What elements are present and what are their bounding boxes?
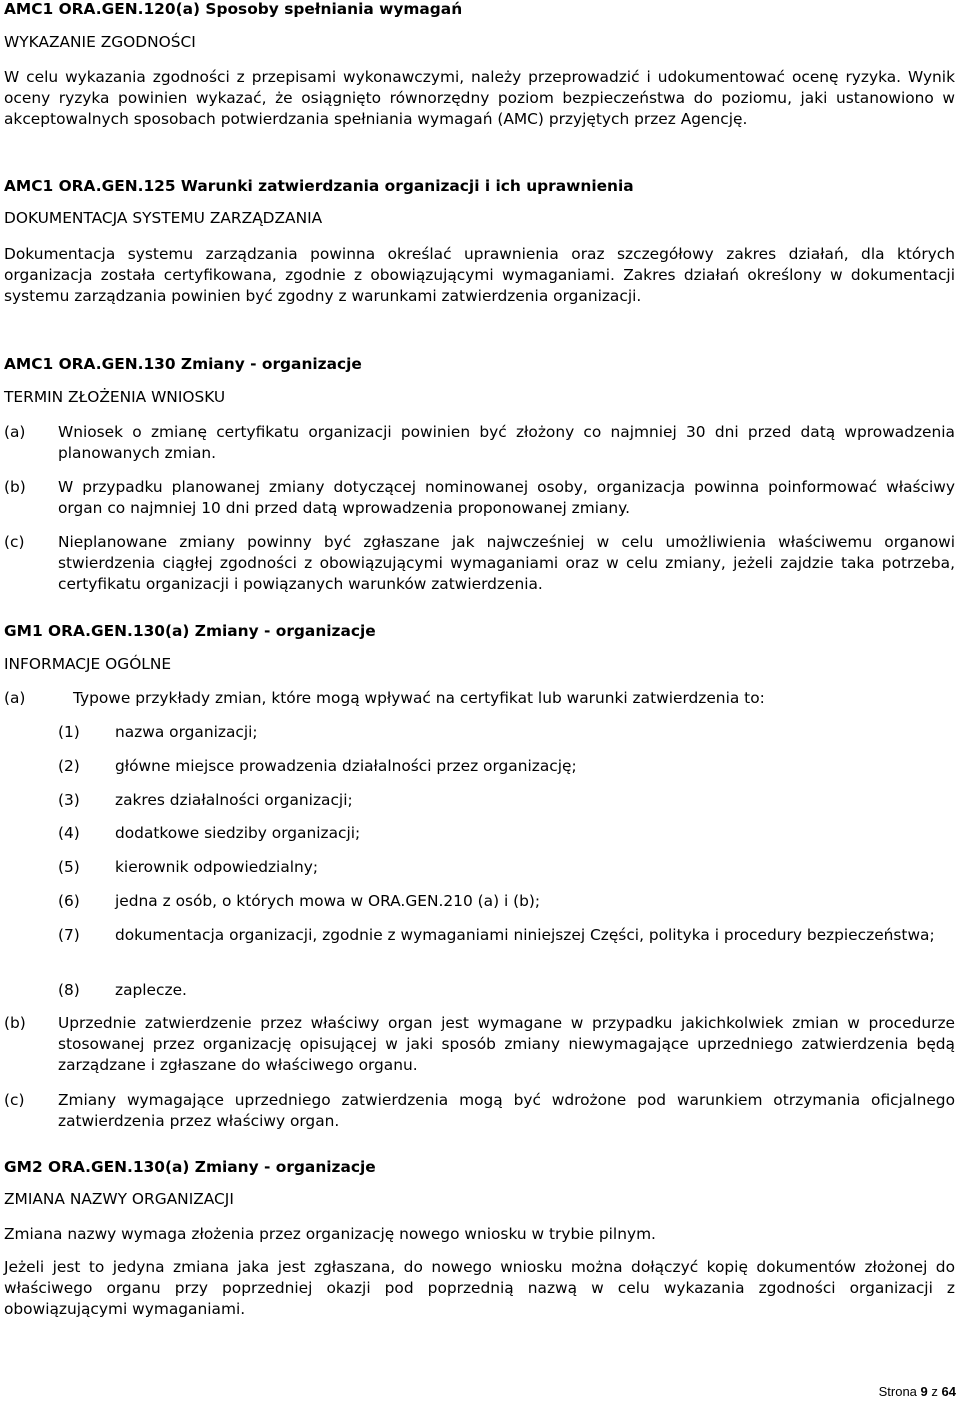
- sub-list-item: [4, 891, 955, 912]
- section-heading: AMC1 ORA.GEN.130 Zmiany - organizacje: [4, 355, 362, 373]
- sub-list-item-label: (7): [58, 926, 80, 944]
- sub-list-item-label: (8): [58, 981, 80, 999]
- section-subheading: INFORMACJE OGÓLNE: [4, 655, 172, 673]
- page-number-current: 9: [920, 1384, 928, 1399]
- page-number-total: 64: [941, 1384, 956, 1399]
- sub-list-item-text: zaplecze.: [115, 981, 187, 999]
- sub-list-item-text: zakres działalności organizacji;: [115, 791, 353, 809]
- list-item-text: Wniosek o zmianę certyfikatu organizacji powinien być złożony co najmniej 30 dni przed datą wprowadzenia planowanych zmian.: [58, 423, 955, 462]
- sub-list-item-text: dodatkowe siedziby organizacji;: [115, 824, 361, 842]
- section-subheading: TERMIN ZŁOŻENIA WNIOSKU: [4, 388, 226, 406]
- list-item-text: Nieplanowane zmiany powinny być zgłaszane jak najwcześniej w celu umożliwienia właściwemu organowi stwierdzenia ciągłej zgodności z obowiązującymi wymaganiami oraz w celu zmiany, jeżeli zajdzie taka potrzeba, certyfikatu organizacji i powiązanych warunków zatwierdzenia.: [58, 533, 955, 593]
- list-item-text: Uprzednie zatwierdzenie przez właściwy organ jest wymagane w przypadku jakichkolwiek zmian w procedurze stosowanej przez organizację opisującej w jaki sposób zmiany niewymagające uprzedniego zatwierdzenia będą zarządzane i zgłaszane do właściwego organu.: [58, 1014, 955, 1074]
- sub-list-item: [4, 823, 955, 844]
- sub-list-item-label: (3): [58, 791, 80, 809]
- sub-list-item-text: nazwa organizacji;: [115, 723, 258, 741]
- list-item: [4, 532, 955, 595]
- section-heading: AMC1 ORA.GEN.125 Warunki zatwierdzania organizacji i ich uprawnienia: [4, 177, 634, 195]
- sub-list-item-label: (5): [58, 858, 80, 876]
- section-paragraph: Dokumentacja systemu zarządzania powinna określać uprawnienia oraz szczegółowy zakres działań, dla których organizacja została certyfikowana, zgodnie z obowiązującymi wymaganiami. Zakres działań określony w dokumentacji systemu zarządzania powinien być zgodny z warunkami zatwierdzenia organizacji.: [4, 245, 955, 305]
- list-item: [4, 1090, 955, 1132]
- sub-list-item: [4, 756, 955, 777]
- sub-list-item: [4, 980, 955, 1001]
- section-subheading: ZMIANA NAZWY ORGANIZACJI: [4, 1190, 234, 1208]
- list-item-label: (a): [4, 423, 26, 441]
- list-item-label: (a): [4, 689, 26, 707]
- list-item-label: (c): [4, 533, 25, 551]
- sub-list-item-text: dokumentacja organizacji, zgodnie z wymaganiami niniejszej Części, polityka i procedury bezpieczeństwa;: [115, 926, 935, 944]
- list-item-label: (b): [4, 478, 26, 496]
- page-number: [879, 1384, 956, 1400]
- section-paragraph: Jeżeli jest to jedyna zmiana jaka jest zgłaszana, do nowego wniosku można dołączyć kopię dokumentów złożonej do właściwego organu przy poprzedniej okazji pod poprzednią nazwą w celu wykazania zgodności organizacji z obowiązującymi wymaganiami.: [4, 1258, 955, 1318]
- section-subheading: WYKAZANIE ZGODNOŚCI: [4, 33, 196, 51]
- list-item-text: W przypadku planowanej zmiany dotyczącej nominowanej osoby, organizacja powinna poinformować właściwy organ co najmniej 10 dni przed datą wprowadzenia proponowanej zmiany.: [58, 478, 955, 517]
- page-number-prefix: Strona: [878, 1384, 917, 1399]
- sub-list-item-label: (1): [58, 723, 80, 741]
- list-item-text: Zmiany wymagające uprzedniego zatwierdzenia mogą być wdrożone pod warunkiem otrzymania oficjalnego zatwierdzenia przez właściwy organ.: [58, 1091, 955, 1130]
- list-item-text: Typowe przykłady zmian, które mogą wpływać na certyfikat lub warunki zatwierdzenia to:: [73, 689, 765, 707]
- sub-list-item: [4, 925, 955, 946]
- list-item: [4, 477, 955, 519]
- sub-list-item: [4, 857, 955, 878]
- sub-list-item-text: główne miejsce prowadzenia działalności przez organizację;: [115, 757, 577, 775]
- sub-list-item-text: jedna z osób, o których mowa w ORA.GEN.210 (a) i (b);: [115, 892, 541, 910]
- section-heading: AMC1 ORA.GEN.120(a) Sposoby spełniania wymagań: [4, 0, 463, 18]
- list-item-label: (b): [4, 1014, 26, 1032]
- section-heading: GM2 ORA.GEN.130(a) Zmiany - organizacje: [4, 1158, 376, 1176]
- list-item-label: (c): [4, 1091, 25, 1109]
- sub-list-item-label: (4): [58, 824, 80, 842]
- page-number-separator: z: [931, 1384, 938, 1399]
- section-heading: GM1 ORA.GEN.130(a) Zmiany - organizacje: [4, 622, 376, 640]
- list-item: [4, 688, 955, 709]
- list-item: [4, 422, 955, 464]
- sub-list-item: [4, 722, 955, 743]
- section-paragraph: Zmiana nazwy wymaga złożenia przez organizację nowego wniosku w trybie pilnym.: [4, 1225, 656, 1243]
- section-paragraph: W celu wykazania zgodności z przepisami wykonawczymi, należy przeprowadzić i udokumentować ocenę ryzyka. Wynik oceny ryzyka powinien wykazać, że osiągnięto równorzędny poziom bezpieczeństwa do poziomu, jaki ustanowiono w akceptowalnych sposobach potwierdzania spełniania wymagań (AMC) przyjętych przez Agencję.: [4, 68, 955, 128]
- sub-list-item-label: (2): [58, 757, 80, 775]
- sub-list-item: [4, 790, 955, 811]
- section-subheading: DOKUMENTACJA SYSTEMU ZARZĄDZANIA: [4, 209, 323, 227]
- sub-list-item-text: kierownik odpowiedzialny;: [115, 858, 319, 876]
- sub-list-item-label: (6): [58, 892, 80, 910]
- list-item: [4, 1013, 955, 1076]
